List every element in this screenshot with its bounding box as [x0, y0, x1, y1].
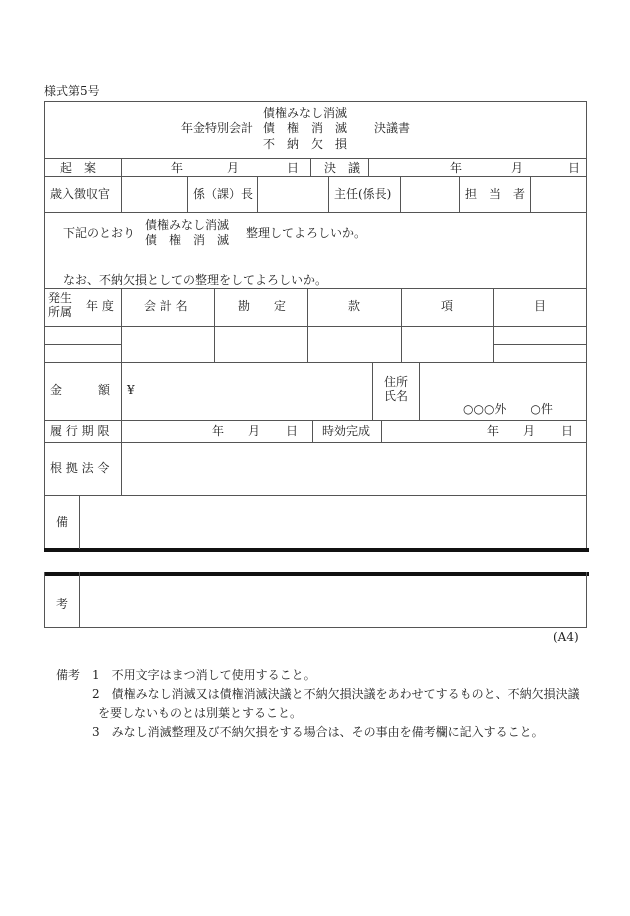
deadline-label: 履 行 期 限 [50, 424, 110, 438]
rule [214, 288, 215, 362]
rule [257, 176, 258, 212]
limit-day: 日 [561, 424, 574, 438]
form-number: 様式第5号 [44, 84, 100, 98]
kanjo-header: 勘 定 [238, 299, 287, 313]
title-line2: 債 権 消 滅 [263, 121, 348, 135]
remarks-kou-label: 考 [56, 597, 69, 611]
rule [459, 176, 460, 212]
ketsugi-label: 決 議 [324, 161, 361, 175]
note-1: 1 不用文字はまつ消して使用すること。 [92, 668, 316, 682]
statement-option1: 債権みなし消滅 [145, 218, 230, 232]
fy-label: 年 度 [86, 299, 114, 313]
deadline-year: 年 [212, 424, 225, 438]
limit-month: 月 [523, 424, 536, 438]
rule [44, 158, 587, 159]
paper-size: (A4) [553, 630, 579, 644]
rule [419, 362, 420, 420]
thick-divider-top [44, 548, 589, 552]
rule [79, 495, 80, 549]
ketsugi-day: 日 [568, 161, 581, 175]
rule [307, 288, 308, 362]
rule [44, 326, 587, 327]
note-2-cont: を要しないものとは別葉とすること。 [98, 706, 303, 720]
deadline-month: 月 [248, 424, 261, 438]
rule [530, 176, 531, 212]
rule [121, 362, 122, 420]
rule [44, 362, 587, 363]
rule [44, 344, 121, 345]
rule [121, 288, 122, 362]
rule [493, 344, 586, 345]
rule [401, 288, 402, 362]
kou-header: 項 [441, 299, 454, 313]
rule [121, 420, 122, 495]
rule [312, 420, 313, 442]
statement-option2: 債 権 消 滅 [145, 233, 230, 247]
rule [44, 420, 587, 421]
notes-head: 備考 [56, 668, 81, 682]
limit-year: 年 [487, 424, 500, 438]
rule [381, 420, 382, 442]
rule [44, 288, 587, 289]
title-line1: 債権みなし消滅 [263, 106, 348, 120]
title-prefix: 年金特別会計 [181, 121, 254, 135]
address-name-label: 住所 氏名 [384, 375, 409, 403]
thick-divider-bottom [44, 572, 589, 576]
remarks-bi-label: 備 [56, 515, 69, 529]
rule [44, 627, 587, 628]
rule [44, 442, 587, 443]
kian-day: 日 [287, 161, 300, 175]
staff-label: 担 当 者 [465, 187, 526, 201]
limit-label: 時効完成 [322, 424, 371, 438]
kian-month: 月 [227, 161, 240, 175]
rule [586, 572, 587, 627]
rule [372, 362, 373, 420]
rule [44, 212, 587, 213]
chief-label: 歳入徴収官 [50, 187, 111, 201]
ketsugi-year: 年 [450, 161, 463, 175]
rule [44, 495, 587, 496]
account-header: 会 計 名 [144, 299, 188, 313]
kian-year: 年 [171, 161, 184, 175]
title-suffix: 決議書 [374, 121, 411, 135]
moku-header: 目 [534, 299, 547, 313]
rule [44, 176, 587, 177]
amount-value: ¥ [127, 383, 135, 397]
section-label: 係（課）長 [193, 187, 254, 201]
origin-label: 発生 所属 [48, 291, 73, 319]
note-3: 3 みなし消滅整理及び不納欠損をする場合は、その事由を備考欄に記入すること。 [92, 725, 544, 739]
statement-suffix: 整理してよろしいか。 [246, 226, 367, 240]
kan-header: 款 [348, 299, 361, 313]
rule [310, 158, 311, 176]
rule [328, 176, 329, 212]
ketsugi-month: 月 [511, 161, 524, 175]
statement-prefix: 下記のとおり [63, 226, 136, 240]
title-line3: 不 納 欠 損 [263, 137, 348, 151]
leader-label: 主任(係長) [334, 187, 392, 201]
law-label: 根 拠 法 令 [50, 461, 110, 475]
rule [368, 158, 369, 176]
rule [400, 176, 401, 212]
count-text: ○○○外 ○件 [463, 402, 553, 416]
rule [44, 572, 45, 627]
amount-label: 金 額 [50, 383, 111, 397]
frame-top [44, 101, 587, 102]
note-2: 2 債権みなし消滅又は債権消滅決議と不納欠損決議をあわせてするものと、不納欠損決議 [92, 687, 580, 701]
rule [493, 288, 494, 362]
rule [79, 572, 80, 627]
deadline-day: 日 [286, 424, 299, 438]
kian-label: 起 案 [60, 161, 97, 175]
rule [121, 158, 122, 212]
rule [187, 176, 188, 212]
statement-note: なお、不納欠損としての整理をしてよろしいか。 [63, 273, 328, 287]
